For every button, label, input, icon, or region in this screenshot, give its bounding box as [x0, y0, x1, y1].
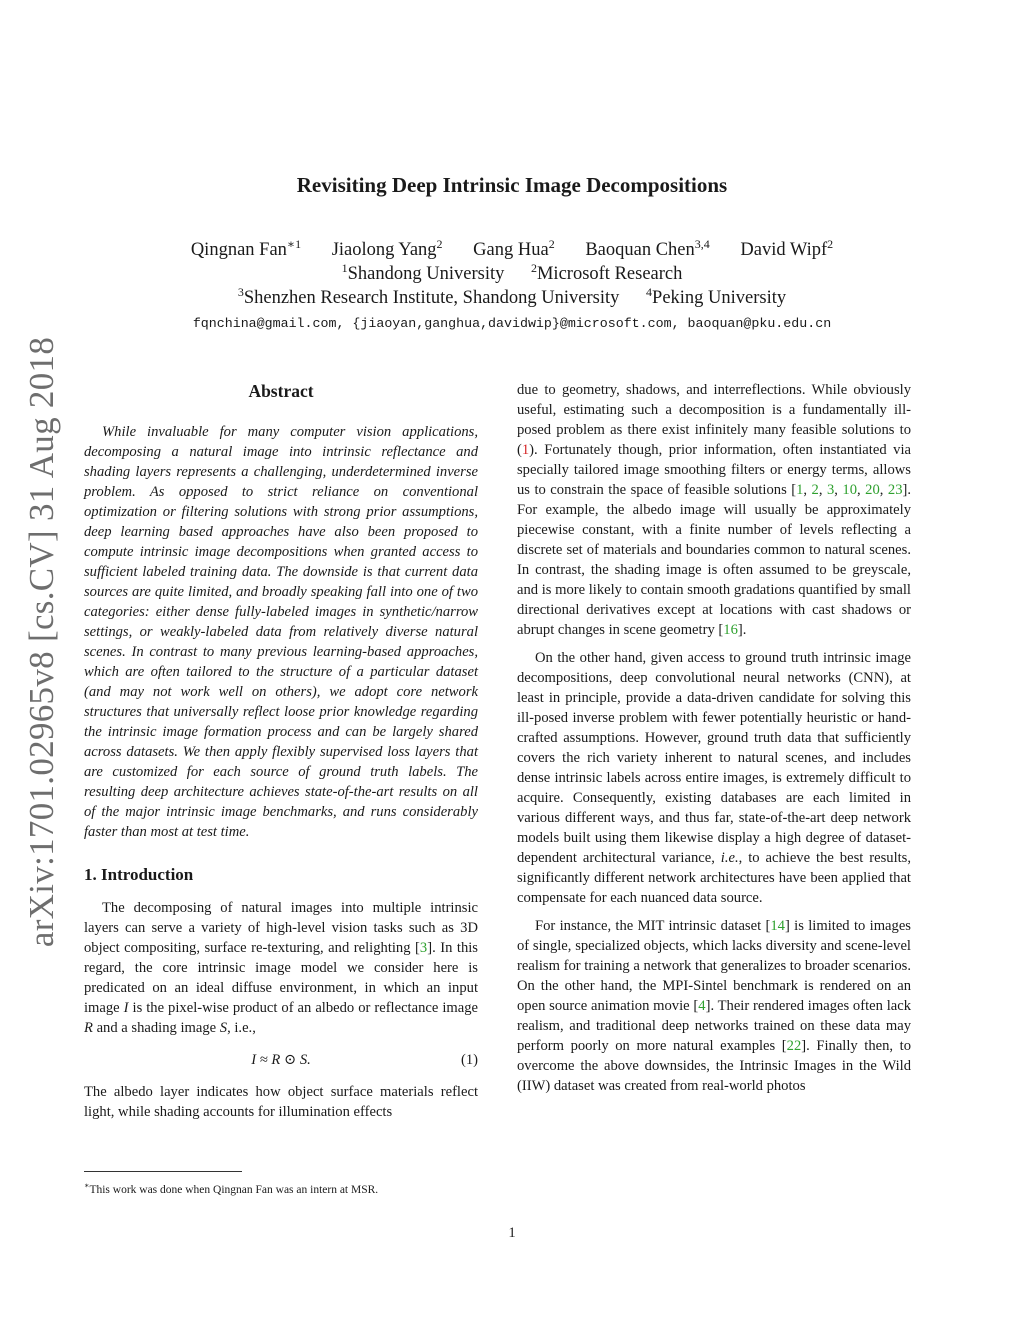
section-heading-introduction: 1. Introduction [84, 865, 194, 884]
author: Jiaolong Yang$^2$ [331, 237, 443, 260]
citation-link[interactable]: 20 [865, 482, 880, 498]
page-number: 1 [508, 1225, 516, 1241]
right-paragraph-3: For instance, the MIT intrinsic dataset [14] is limited to images of single, specialized objects, which lacks diversity and scene-level realism for training a network that generalizes to broader scenarios. On the other hand, the MPI-Sintel benchmark is rendered on an open source animation movie [4]. Their rendered images often lack realism, and traditional deep networks trained on these data may perform poorly on more natural examples [22]. Finally then, to overcome the above downsides, the Intrinsic Images in the Wild (IIW) dataset was created from real-world photos [517, 918, 911, 1094]
author: Baoquan Chen$^{3,4}$ [585, 237, 710, 260]
affiliation: $^1$Shandong University [341, 261, 505, 284]
citation-link[interactable]: 16 [723, 622, 738, 638]
citation-link[interactable]: 4 [698, 998, 706, 1014]
right-column [517, 380, 911, 1096]
author: Gang Hua$^2$ [473, 237, 555, 260]
citation-link[interactable]: 10 [842, 482, 858, 498]
author: David Wipf$^2$ [740, 237, 834, 260]
intro-paragraph-1: The decomposing of natural images into multiple intrinsic layers can serve a variety of high-level vision tasks such as 3D object compositing, surface re-texturing, and relighting [3]. In this regard, the core intrinsic image model we consider here is predicated on an ideal diffuse environment, in which an input image I is the pixel-wise product of an albedo or reflectance image R and a shading image S, i.e., [84, 900, 478, 1036]
affiliations-line-1 [0, 261, 1024, 285]
citation-link[interactable]: 23 [887, 482, 903, 498]
author-list [0, 237, 1024, 261]
affiliation: $^3$Shenzhen Research Institute, Shandong University [237, 285, 620, 308]
footnote: ∗This work was done when Qingnan Fan was an intern at MSR. [84, 1181, 379, 1196]
author: Qingnan Fan$^{∗1}$ [190, 237, 302, 260]
author-emails: fqnchina@gmail.com, {jiaoyan,ganghua,davidwip}@microsoft.com, baoquan@pku.edu.cn [192, 316, 832, 331]
equation-expression: I ≈ R ⊙ S. [251, 1052, 311, 1068]
equation-reference-link[interactable]: 1 [521, 442, 530, 458]
left-column [84, 380, 478, 1122]
citation-link[interactable]: 22 [786, 1038, 802, 1054]
citation-link[interactable]: 3 [419, 940, 428, 956]
abstract-text: While invaluable for many computer vision applications, decomposing a natural image into intrinsic reflectance and shading layers represents a challenging, underdetermined inverse problem. As opposed to strict reliance on conventional optimization or filtering solutions with strong prior assumptions, deep learning based approaches have also been proposed to compute intrinsic image decompositions when granted access to sufficient labeled training data. The downside is that current data sources are quite limited, and broadly speaking fall into one of two categories: either dense fully-labeled images in synthetic/narrow settings, or weakly-labeled data from relatively diverse natural scenes. In contrast to many previous learning-based approaches, which are often tailored to the structure of a particular dataset (and may not work well on others), we adopt core network structures that universally reflect loose prior knowledge regarding the intrinsic image formation process and can be largely shared across datasets. We then apply flexibly supervised loss layers that are customized for each source of ground truth labels. The resulting deep architecture achieves state-of-the-art results on all of the major intrinsic image benchmarks, and runs considerably faster than most at test time. [84, 424, 478, 840]
equation-number: (1) [460, 1052, 478, 1068]
affiliation: $^2$Microsoft Research [530, 261, 683, 284]
citation-link[interactable]: 3 [826, 482, 835, 498]
equation-1 [84, 1050, 478, 1070]
affiliations-line-2 [0, 285, 1024, 309]
citation-link[interactable]: 1 [796, 482, 804, 498]
abstract-heading: Abstract [248, 381, 314, 401]
intro-paragraph-2: The albedo layer indicates how object surface materials reflect light, while shading accounts for illumination effects [84, 1084, 478, 1120]
footnote-divider [84, 1171, 242, 1172]
paper-title: Revisiting Deep Intrinsic Image Decompositions [296, 173, 728, 197]
arxiv-identifier: arXiv:1701.02965v8 [cs.CV] 31 Aug 2018 [22, 336, 61, 948]
right-paragraph-1: due to geometry, shadows, and interreflections. While obviously useful, estimating such a decomposition is a fundamentally ill-posed problem as there exist infinitely many feasible solutions to (1). Fortunately though, prior information, often instantiated via specially tailored image smoothing filters or energy terms, allows us to constrain the space of feasible solutions [1, 2, 3, 10, 20, 23]. For example, the albedo image will usually be approximately piecewise constant, with a finite number of levels reflecting a discrete set of materials and boundaries common to natural scenes. In contrast, the shading image is often assumed to be greyscale, and is more likely to contain smooth gradations quantified by small directional derivatives except at locations with cast shadows or abrupt changes in scene geometry [16]. [517, 382, 911, 638]
citation-link[interactable]: 14 [770, 918, 785, 934]
affiliation: $^4$Peking University [646, 285, 787, 308]
right-paragraph-2: On the other hand, given access to ground truth intrinsic image decompositions, deep convolutional neural networks (CNN), at least in principle, provide a data-driven candidate for solving this ill-posed inverse problem with fewer potentially heuristic or hand-crafted assumptions. However, ground truth data that sufficiently covers the rich variety inherent to natural scenes, and includes dense intrinsic labels across entire images, is extremely difficult to acquire. Consequently, existing databases are each limited in various different ways, and thus far, state-of-the-art deep network models built using them likewise display a high degree of dataset-dependent architectural variance, i.e., to achieve the best results, significantly different network architectures have been applied that compensate for each nuanced data source. [517, 650, 912, 906]
citation-link[interactable]: 2 [811, 482, 819, 498]
